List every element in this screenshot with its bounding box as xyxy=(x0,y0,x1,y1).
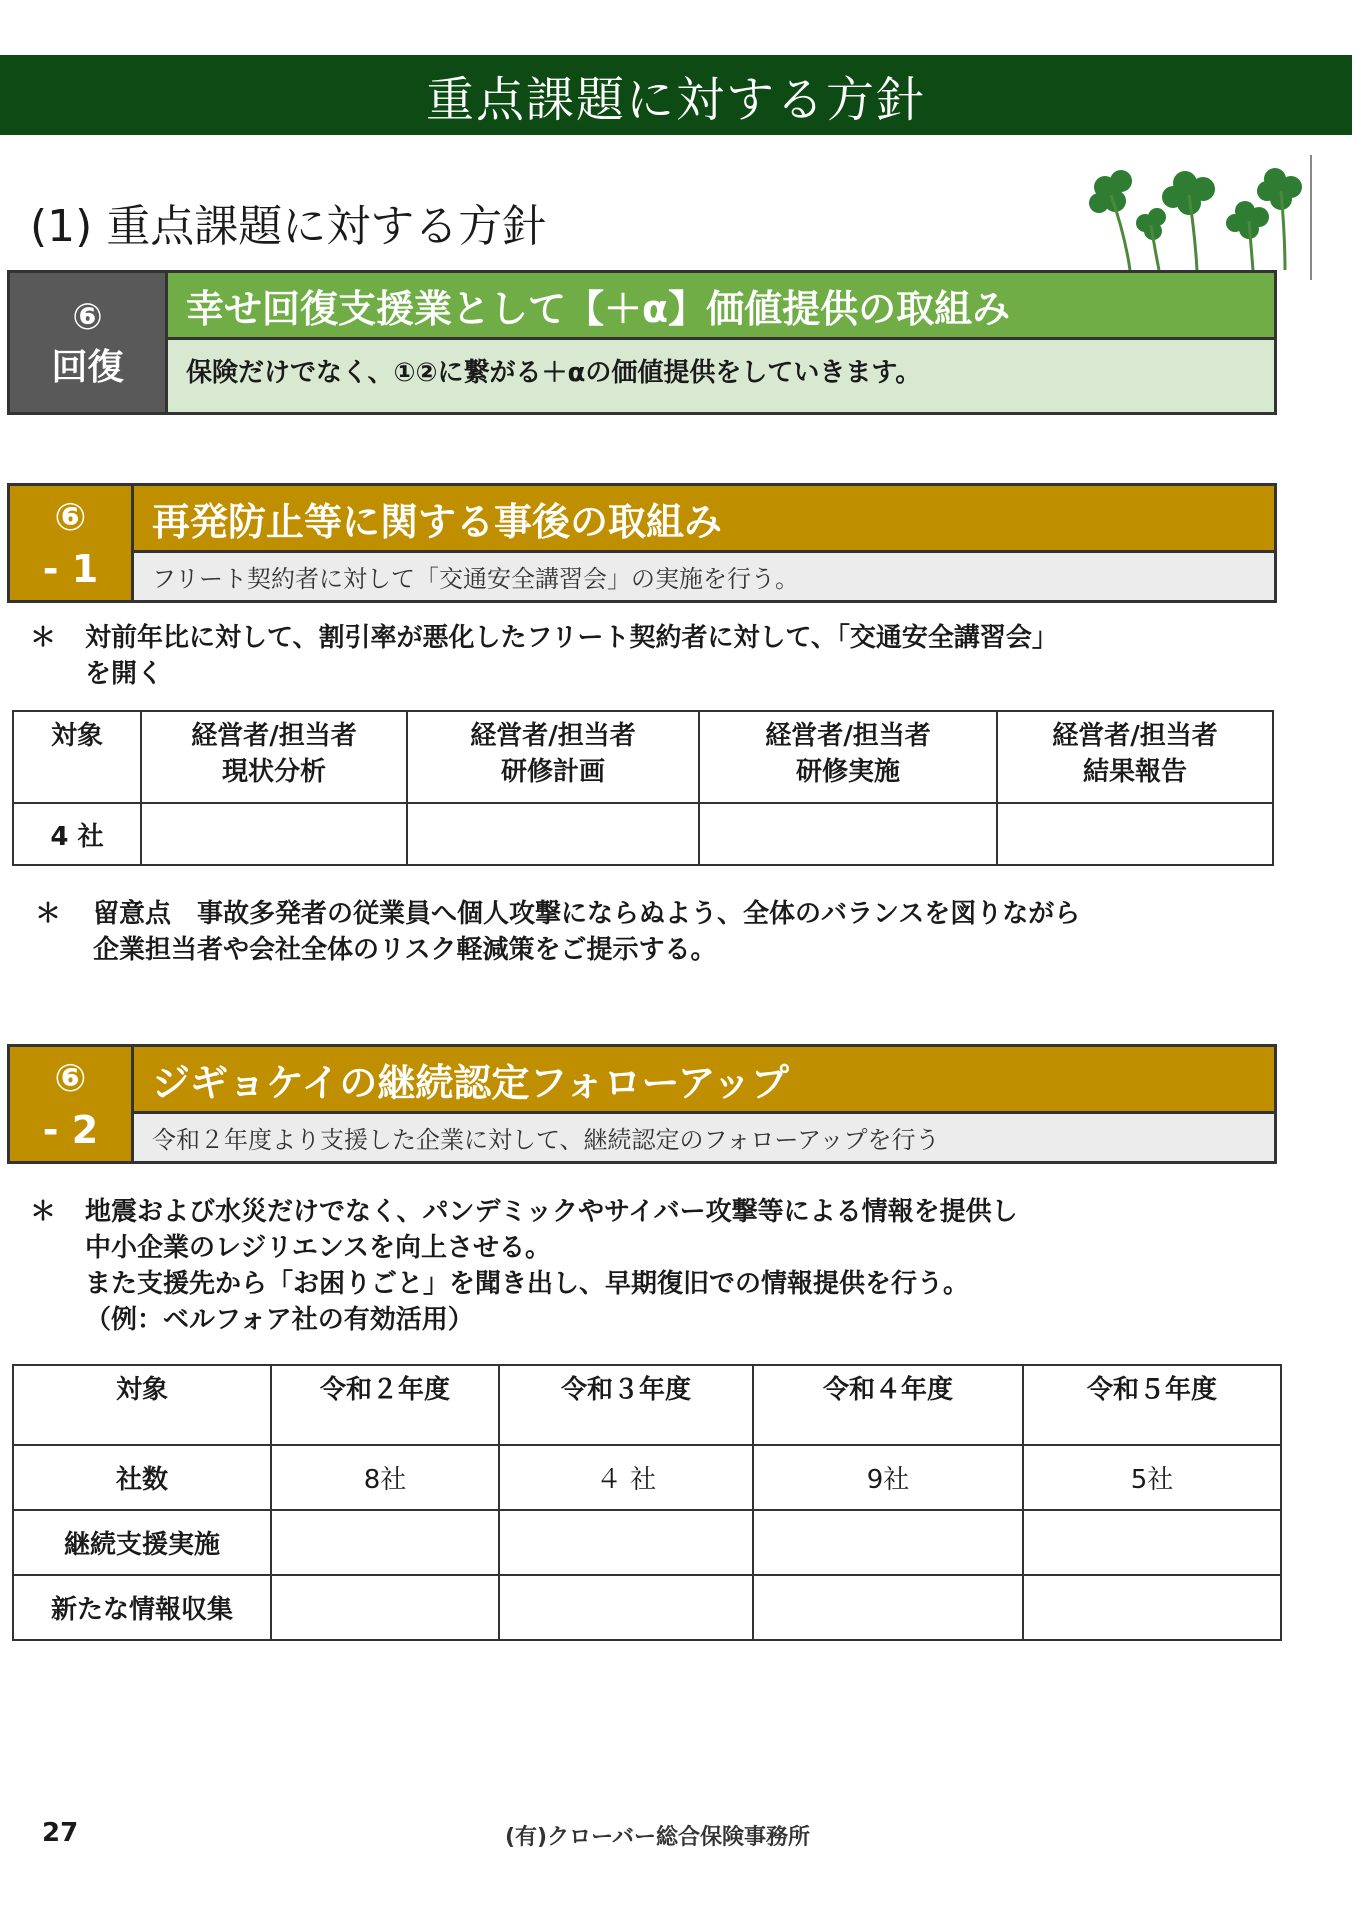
table-cell xyxy=(1023,1510,1281,1575)
fleet-progress-table xyxy=(12,710,1274,866)
table-row xyxy=(13,1575,1281,1640)
vertical-rule xyxy=(1310,155,1312,280)
note-line: 対前年比に対して、割引率が悪化したフリート契約者に対して、「交通安全講習会」 xyxy=(85,623,1058,653)
table-cell xyxy=(407,803,699,865)
asterisk-icon: ＊ xyxy=(30,623,57,653)
note-line: 企業担当者や会社全体のリスク軽減策をご提示する。 xyxy=(93,935,717,965)
table-header: 経営者/担当者 結果報告 xyxy=(997,711,1273,803)
table-header: 令和５年度 xyxy=(1023,1365,1281,1445)
table-header: 令和３年度 xyxy=(499,1365,753,1445)
table-row xyxy=(13,803,1273,865)
table-cell: 4 社 xyxy=(13,803,141,865)
table-cell xyxy=(499,1510,753,1575)
table-cell xyxy=(499,1575,753,1640)
note-caution xyxy=(35,896,1080,968)
table-cell: 8社 xyxy=(271,1445,499,1510)
table-header: 経営者/担当者 研修計画 xyxy=(407,711,699,803)
section-subheading: (1) 重点課題に対する方針 xyxy=(30,201,547,252)
table-row xyxy=(13,1445,1281,1510)
note-line: 留意点 事故多発者の従業員へ個人攻撃にならぬよう、全体のバランスを図りながら xyxy=(93,899,1081,929)
section-description: 保険だけでなく、①②に繋がる＋αの価値提供をしていきます。 xyxy=(168,340,1274,412)
asterisk-icon: ＊ xyxy=(30,1197,57,1227)
table-cell: 9社 xyxy=(753,1445,1023,1510)
section-tag: - 1 xyxy=(42,547,99,591)
note-bcp xyxy=(30,1194,1018,1338)
table-cell xyxy=(141,803,407,865)
table-header: 対象 xyxy=(13,711,141,803)
note-fleet xyxy=(30,620,1058,692)
section-number: ⑥ xyxy=(72,296,103,338)
section-6-2-label xyxy=(10,1047,134,1161)
table-cell: 社数 xyxy=(13,1445,271,1510)
clover-illustration xyxy=(1085,165,1305,275)
section-description: 令和２年度より支援した企業に対して、継続認定のフォローアップを行う xyxy=(134,1114,1274,1161)
table-header: 経営者/担当者 現状分析 xyxy=(141,711,407,803)
table-header: 対象 xyxy=(13,1365,271,1445)
followup-table xyxy=(12,1364,1282,1641)
table-header: 令和４年度 xyxy=(753,1365,1023,1445)
section-6-1 xyxy=(7,483,1277,603)
table-cell xyxy=(271,1510,499,1575)
table-header: 令和２年度 xyxy=(271,1365,499,1445)
note-line: 中小企業のレジリエンスを向上させる。 xyxy=(85,1233,552,1263)
company-name: (有)クローバー総合保険事務所 xyxy=(505,1825,811,1850)
page-banner xyxy=(0,55,1352,135)
table-cell xyxy=(271,1575,499,1640)
table-cell: ４ 社 xyxy=(499,1445,753,1510)
section-tag: - 2 xyxy=(42,1108,99,1152)
asterisk-icon: ＊ xyxy=(35,899,62,929)
section-6-2 xyxy=(7,1044,1277,1164)
note-line: また支援先から「お困りごと」を聞き出し、早期復旧での情報提供を行う。 xyxy=(85,1269,970,1299)
section-number: ⑥ xyxy=(54,1056,87,1100)
note-line: を開く xyxy=(85,659,164,689)
note-line: （例：ベルフォア社の有効活用） xyxy=(85,1305,474,1335)
section-6-1-label xyxy=(10,486,134,600)
section-recovery-label xyxy=(10,273,168,412)
section-number: ⑥ xyxy=(54,495,87,539)
section-tag: 回復 xyxy=(51,346,124,388)
section-recovery xyxy=(7,270,1277,415)
table-cell: 5社 xyxy=(1023,1445,1281,1510)
section-title: 再発防止等に関する事後の取組み xyxy=(134,486,1274,553)
table-cell xyxy=(997,803,1273,865)
note-line: 地震および水災だけでなく、パンデミックやサイバー攻撃等による情報を提供し xyxy=(85,1197,1018,1227)
table-row xyxy=(13,1510,1281,1575)
table-cell xyxy=(1023,1575,1281,1640)
table-cell: 新たな情報収集 xyxy=(13,1575,271,1640)
table-cell xyxy=(699,803,997,865)
page-number: 27 xyxy=(42,1818,79,1848)
banner-title: 重点課題に対する方針 xyxy=(425,71,926,128)
section-description: フリート契約者に対して「交通安全講習会」の実施を行う。 xyxy=(134,553,1274,600)
table-cell xyxy=(753,1575,1023,1640)
table-cell: 継続支援実施 xyxy=(13,1510,271,1575)
section-title: ジギョケイの継続認定フォローアップ xyxy=(134,1047,1274,1114)
table-cell xyxy=(753,1510,1023,1575)
table-header: 経営者/担当者 研修実施 xyxy=(699,711,997,803)
section-title: 幸せ回復支援業として【＋α】価値提供の取組み xyxy=(168,273,1274,340)
